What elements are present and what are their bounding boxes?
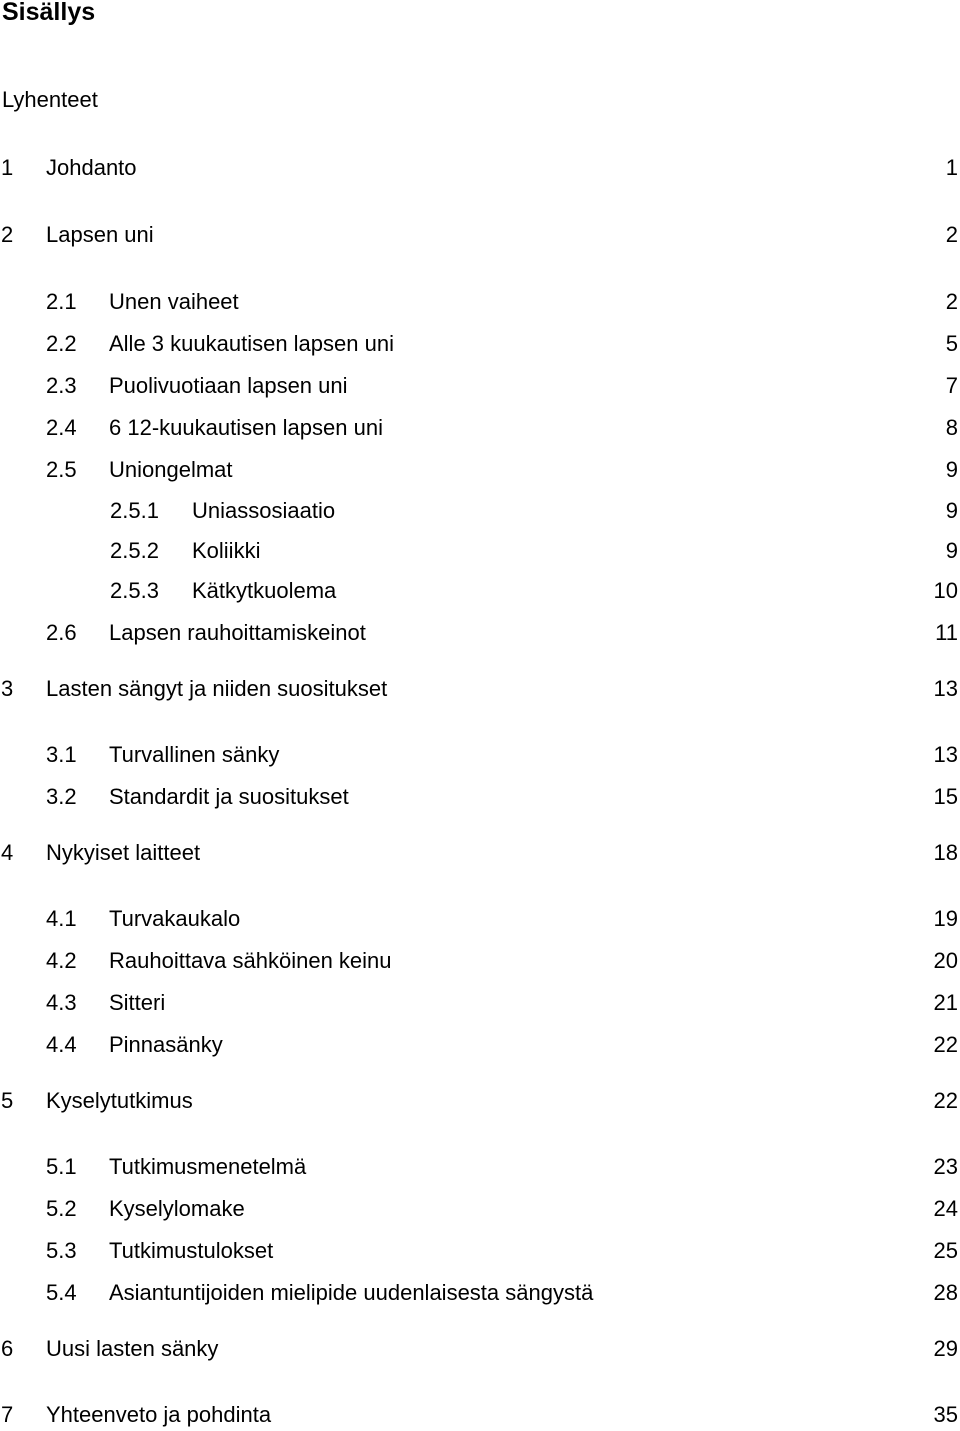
toc-entry[interactable] bbox=[0, 1280, 958, 1306]
toc-entry-page: 5 bbox=[945, 331, 958, 356]
toc-entry-page: 15 bbox=[933, 784, 958, 809]
toc-entry-page: 2 bbox=[945, 222, 958, 247]
toc-entry-title: Unen vaiheet bbox=[109, 289, 239, 314]
toc-entry-title: Asiantuntijoiden mielipide uudenlaisesta sängystä bbox=[109, 1280, 594, 1305]
toc-entry[interactable] bbox=[0, 1336, 958, 1362]
toc-entry-number: 3 bbox=[1, 676, 14, 701]
toc-entry-page: 7 bbox=[945, 373, 958, 398]
toc-entry-title: Turvakaukalo bbox=[109, 906, 241, 931]
toc-entry-number: 2.6 bbox=[46, 620, 77, 645]
toc-entry[interactable] bbox=[0, 222, 958, 248]
toc-entry-page: 22 bbox=[933, 1088, 958, 1113]
toc-entry-title: Tutkimustulokset bbox=[109, 1238, 274, 1263]
toc-entry-number: 2.1 bbox=[46, 289, 77, 314]
toc-entry-page: 35 bbox=[933, 1402, 958, 1427]
toc-entry-page: 10 bbox=[933, 578, 958, 603]
toc-entry[interactable] bbox=[0, 1238, 958, 1264]
toc-entry-title: Lapsen rauhoittamiskeinot bbox=[109, 620, 366, 645]
toc-entry[interactable] bbox=[0, 1196, 958, 1222]
toc-entry-title: Tutkimusmenetelmä bbox=[109, 1154, 307, 1179]
toc-entry-title: 6 12-kuukautisen lapsen uni bbox=[109, 415, 383, 440]
toc-entry-title: Rauhoittava sähköinen keinu bbox=[109, 948, 392, 973]
toc-entry-number: 2.2 bbox=[46, 331, 77, 356]
toc-entry-page: 24 bbox=[933, 1196, 958, 1221]
toc-entry-number: 2 bbox=[1, 222, 14, 247]
toc-entry-title: Kätkytkuolema bbox=[192, 578, 337, 603]
toc-entry-page: 13 bbox=[933, 676, 958, 701]
toc-entry-title: Kyselylomake bbox=[109, 1196, 245, 1221]
toc-entry[interactable] bbox=[0, 415, 958, 441]
toc-entry-number: 5.2 bbox=[46, 1196, 77, 1221]
toc-entry-number: 4.4 bbox=[46, 1032, 77, 1057]
toc-entry[interactable] bbox=[0, 990, 958, 1016]
toc-entry-page: 2 bbox=[945, 289, 958, 314]
toc-entry-page: 19 bbox=[933, 906, 958, 931]
toc-entry[interactable] bbox=[0, 620, 958, 646]
toc-entry[interactable] bbox=[0, 1154, 958, 1180]
toc-entry-number: 5.3 bbox=[46, 1238, 77, 1263]
toc-entry-title: Uniongelmat bbox=[109, 457, 233, 482]
toc-entry[interactable] bbox=[0, 331, 958, 357]
toc-entry-title: Turvallinen sänky bbox=[109, 742, 280, 767]
toc-entry-page: 29 bbox=[933, 1336, 958, 1361]
toc-entry[interactable] bbox=[0, 948, 958, 974]
toc-entry[interactable] bbox=[0, 1402, 958, 1428]
toc-entry-page: 22 bbox=[933, 1032, 958, 1057]
toc-entry-page: 21 bbox=[933, 990, 958, 1015]
abbreviations-entry[interactable]: Lyhenteet bbox=[2, 87, 98, 112]
toc-entry-title: Alle 3 kuukautisen lapsen uni bbox=[109, 331, 394, 356]
toc-entry[interactable] bbox=[0, 1088, 958, 1114]
toc-entry-number: 5.1 bbox=[46, 1154, 77, 1179]
toc-entry-title: Nykyiset laitteet bbox=[46, 840, 201, 865]
toc-entry-title: Koliikki bbox=[192, 538, 261, 563]
toc-entry-number: 6 bbox=[1, 1336, 14, 1361]
toc-entry[interactable] bbox=[0, 1032, 958, 1058]
toc-entry-page: 1 bbox=[945, 155, 958, 180]
toc-entry[interactable] bbox=[0, 155, 958, 181]
toc-entry-title: Pinnasänky bbox=[109, 1032, 223, 1057]
toc-entry[interactable] bbox=[0, 742, 958, 768]
toc-entry[interactable] bbox=[0, 373, 958, 399]
toc-entry-number: 2.3 bbox=[46, 373, 77, 398]
toc-entry-number: 5 bbox=[1, 1088, 14, 1113]
toc-entry[interactable] bbox=[0, 289, 958, 315]
toc-entry[interactable] bbox=[0, 906, 958, 932]
toc-entry[interactable] bbox=[0, 538, 958, 564]
toc-entry-number: 1 bbox=[1, 155, 14, 180]
toc-entry-title: Lapsen uni bbox=[46, 222, 154, 247]
toc-entry-page: 25 bbox=[933, 1238, 958, 1263]
toc-entry-page: 28 bbox=[933, 1280, 958, 1305]
toc-entry-title: Sitteri bbox=[109, 990, 166, 1015]
toc-entry-number: 2.5.3 bbox=[110, 578, 159, 603]
toc-entry-page: 9 bbox=[945, 538, 958, 563]
toc-entry-page: 11 bbox=[935, 620, 958, 645]
toc-entry-number: 4.1 bbox=[46, 906, 77, 931]
toc-entry-page: 9 bbox=[945, 498, 958, 523]
toc-entry[interactable] bbox=[0, 578, 958, 604]
toc-entry[interactable] bbox=[0, 784, 958, 810]
page-title: Sisällys bbox=[2, 0, 96, 26]
toc-entry-number: 5.4 bbox=[46, 1280, 77, 1305]
toc-entry-title: Puolivuotiaan lapsen uni bbox=[109, 373, 348, 398]
toc-entry-title: Standardit ja suositukset bbox=[109, 784, 349, 809]
toc-entry-number: 4.2 bbox=[46, 948, 77, 973]
toc-entry[interactable] bbox=[0, 840, 958, 866]
toc-entry-number: 2.5 bbox=[46, 457, 77, 482]
toc-entry-page: 18 bbox=[933, 840, 958, 865]
toc-entry-page: 23 bbox=[933, 1154, 958, 1179]
toc-entry-title: Yhteenveto ja pohdinta bbox=[46, 1402, 272, 1427]
toc-entry-page: 13 bbox=[933, 742, 958, 767]
toc-entry-page: 20 bbox=[933, 948, 958, 973]
toc-entry-number: 2.4 bbox=[46, 415, 77, 440]
toc-entry-title: Kyselytutkimus bbox=[46, 1088, 193, 1113]
toc-entry[interactable] bbox=[0, 676, 958, 702]
toc-entry-title: Johdanto bbox=[46, 155, 137, 180]
toc-entry-number: 3.1 bbox=[46, 742, 77, 767]
toc-entry-number: 4.3 bbox=[46, 990, 77, 1015]
toc-entry-page: 8 bbox=[945, 415, 958, 440]
toc-entry[interactable] bbox=[0, 498, 958, 524]
toc-entry-number: 2.5.2 bbox=[110, 538, 159, 563]
toc-entry-title: Lasten sängyt ja niiden suositukset bbox=[46, 676, 388, 701]
toc-entry-title: Uniassosiaatio bbox=[192, 498, 336, 523]
toc-entry-number: 4 bbox=[1, 840, 14, 865]
toc-entry-number: 2.5.1 bbox=[110, 498, 159, 523]
toc-entry-page: 9 bbox=[945, 457, 958, 482]
toc-entry-number: 3.2 bbox=[46, 784, 77, 809]
toc-entry-title: Uusi lasten sänky bbox=[46, 1336, 219, 1361]
toc-entry-number: 7 bbox=[1, 1402, 14, 1427]
toc-entry[interactable] bbox=[0, 457, 958, 483]
